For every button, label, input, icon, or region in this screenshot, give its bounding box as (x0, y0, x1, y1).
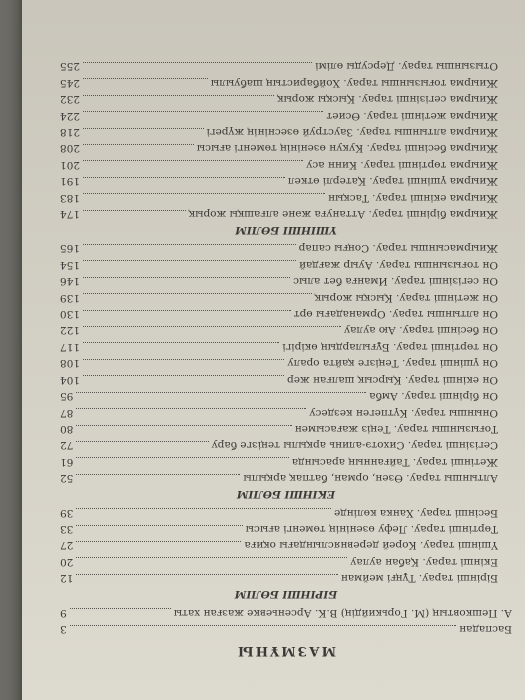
toc-entry-page: 33 (60, 522, 74, 535)
toc-entry (60, 355, 512, 371)
toc-entry-text: Сегізінші тарау. Сихотэ-алинь арқылы теңізге бару (211, 439, 498, 452)
toc-entry-text: Он жетінші тарау. Қысқы жорық (314, 291, 498, 304)
leader-dots (83, 244, 296, 245)
toc-entry-page: 39 (60, 506, 74, 519)
toc-entry (60, 240, 512, 256)
toc-entry-page: 174 (60, 208, 81, 221)
leader-dots (83, 177, 285, 178)
toc-entry (60, 470, 512, 486)
toc-entry-page: 20 (60, 555, 74, 568)
leader-dots (76, 425, 291, 426)
toc-entry (60, 621, 512, 637)
leader-dots (76, 557, 347, 558)
toc-entry-page: 139 (60, 291, 81, 304)
toc-entry (60, 371, 512, 387)
toc-entry-page: 201 (60, 158, 81, 171)
toc-entry-text: Он үшінші тарау. Теңізге қайта оралу (287, 357, 498, 370)
toc-entry-text: Төртінші тарау. Лефу өзенінің төменгі ағысы (245, 522, 498, 535)
toc-entry-page: 122 (60, 324, 81, 337)
toc-entry-text: Жетінші тарау. Тайғанның арасында (291, 455, 498, 468)
toc-entry-page: 9 (60, 606, 67, 619)
toc-entry (60, 58, 512, 74)
toc-entry-text: Он алтыншы тарау. Орманадағы өрт (293, 308, 498, 321)
toc-entry-page: 191 (60, 175, 81, 188)
toc-entry-page: 245 (60, 76, 81, 89)
toc-entry-page: 117 (60, 340, 81, 353)
leader-dots (83, 343, 279, 344)
toc-entry-page: 232 (60, 93, 81, 106)
leader-dots (83, 62, 312, 63)
section-heading: БІРІНШІ БӨЛІМ (234, 588, 338, 601)
toc-entry (60, 256, 512, 272)
toc-entry (60, 521, 512, 537)
leader-dots (76, 525, 242, 526)
toc-entry (60, 404, 512, 420)
leader-dots (83, 310, 291, 311)
toc-entry-text: Тоғызыншы тарау. Теңіз жағасымен (294, 422, 498, 435)
toc-entry (60, 388, 512, 404)
leader-dots (83, 160, 303, 161)
leader-dots (76, 574, 337, 575)
toc-entry-text: Жиырма жетінші тарау. Өсиет (326, 109, 498, 122)
toc-entry-page: 108 (60, 357, 81, 370)
toc-entry (60, 107, 512, 123)
leader-dots (76, 441, 208, 442)
toc-entry-text: Он сегізінші тарау. Иманға бет алыс (293, 275, 498, 288)
toc-entry (60, 273, 512, 289)
toc-entry-page: 183 (60, 191, 81, 204)
toc-entry-text: Жиырма бесінші тарау. Кукун өзенінің төменгі ағысы (196, 142, 498, 155)
toc-entry-text: Он тоғызыншы тарау. Ауыр жағдай (298, 258, 498, 271)
toc-entry-page: 87 (60, 406, 74, 419)
toc-entry-page: 12 (60, 572, 74, 585)
toc-entry (60, 289, 512, 305)
toc-entry-page: 255 (60, 60, 81, 73)
toc-entry-page: 3 (60, 623, 67, 635)
leader-dots (83, 260, 296, 261)
toc-entry-text: Жиырма төртінші тарау. Кинн асу (306, 158, 498, 171)
toc-entry-text: Жиырма алтыншы тарау. Зауструй өзеснінің жүрегі (206, 126, 498, 139)
leader-dots (83, 293, 312, 294)
toc-entry-text: Жиырма бірінші тарау. Аттануға және алғашқы жорық (188, 208, 498, 221)
toc-entry-page: 61 (60, 455, 74, 468)
toc-entry-text: Жиырма үшінші тарау. Қатерлі өткел (287, 175, 498, 188)
toc-entry (60, 437, 512, 453)
leader-dots (76, 508, 331, 509)
toc-entry (60, 553, 512, 569)
toc-entry-text: Он бесінші тарау. Аю аулау (343, 324, 498, 337)
toc-entry (60, 504, 512, 520)
leader-dots (83, 375, 284, 376)
toc-entry-page: 218 (60, 126, 81, 139)
leader-dots (76, 392, 366, 393)
toc-entry-text: Он екінші тарау. Қырсық шалған жер (287, 373, 498, 386)
book-page (22, 0, 525, 700)
toc-entry-text: Он төртінші тарау. Бұғылардың өкірігі (282, 340, 498, 353)
table-of-contents (60, 58, 512, 658)
toc-entry-text: Отызыншы тарау. Дерсуды өлімі (315, 60, 498, 73)
leader-dots (83, 128, 204, 129)
toc-entry-text: Үшінші тарау. Корей деревняслындағы оқиға (244, 539, 498, 552)
leader-dots (83, 359, 284, 360)
leader-dots (70, 625, 456, 626)
toc-title: МАЗМҰНЫ (236, 643, 336, 658)
toc-entry-text: Бірінші тарау. Тұңғі мейман (340, 572, 498, 585)
leader-dots (70, 608, 171, 609)
toc-entry (60, 206, 512, 222)
toc-entry (60, 421, 512, 437)
leader-dots (76, 474, 240, 475)
toc-entry-page: 72 (60, 439, 74, 452)
toc-entry-page: 95 (60, 390, 74, 403)
leader-dots (83, 95, 274, 96)
toc-entry (60, 537, 512, 553)
leader-dots (83, 277, 290, 278)
leader-dots (83, 111, 323, 112)
toc-entry-page: 146 (60, 275, 81, 288)
toc-entry-page: 27 (60, 539, 74, 552)
toc-entry-text: Оныншы тарау. Күтпеген кездесу (309, 406, 498, 419)
toc-entry (60, 339, 512, 355)
toc-entry-text: Жиырма екінші тарау. Тасқын (328, 191, 498, 204)
toc-entry-page: 154 (60, 258, 81, 271)
toc-entry (60, 322, 512, 338)
leader-dots (83, 210, 186, 211)
toc-entry-page: 130 (60, 308, 81, 321)
toc-entry (60, 453, 512, 469)
leader-dots (83, 326, 341, 327)
toc-entry (60, 91, 512, 107)
toc-entry (60, 189, 512, 205)
toc-entry-page: 165 (60, 242, 81, 255)
toc-entry (60, 570, 512, 586)
toc-entry-text: Екінші тарау. Қабан аулау (350, 555, 498, 568)
section-heading: ЕКІНШІ БӨЛІМ (236, 488, 336, 501)
leader-dots (83, 144, 194, 145)
leader-dots (76, 541, 241, 542)
toc-entry-text: Баспадан (459, 623, 512, 635)
toc-entry (60, 74, 512, 90)
toc-entry-text: А. Пешковтың (М. Горькийдің) В.К. Арсеньевке жазған хаты (173, 606, 512, 619)
toc-entry-text: Жиырмасыншы тарау. Соңғы сапар (298, 242, 498, 255)
toc-entry-page: 224 (60, 109, 81, 122)
toc-entry-text: Алтыншы тарау. Өзен, орман, батпақ арқылы (243, 472, 498, 485)
leader-dots (76, 408, 306, 409)
toc-entry (60, 306, 512, 322)
toc-entry-page: 104 (60, 373, 81, 386)
toc-entry (60, 124, 512, 140)
toc-entry-text: Бесінші тарау. Ханка көлінде (333, 506, 498, 519)
toc-entry (60, 156, 512, 172)
toc-entry (60, 140, 512, 156)
section-heading: ҮШІНШІ БӨЛІМ (235, 224, 337, 237)
leader-dots (76, 457, 288, 458)
toc-entry-page: 208 (60, 142, 81, 155)
toc-entry-page: 52 (60, 472, 74, 485)
toc-entry (60, 173, 512, 189)
toc-entry-page: 80 (60, 422, 74, 435)
toc-entry (60, 604, 512, 620)
toc-entry-text: Он бірінші тарау. Амба (369, 390, 498, 403)
leader-dots (83, 193, 325, 194)
toc-entry-text: Жиырма тоғызыншы тарау. Хойбаристың шабуылы (210, 76, 498, 89)
leader-dots (83, 78, 208, 79)
toc-entry-text: Жиырма сегізінші тарау. Қысқы жорық (277, 93, 498, 106)
